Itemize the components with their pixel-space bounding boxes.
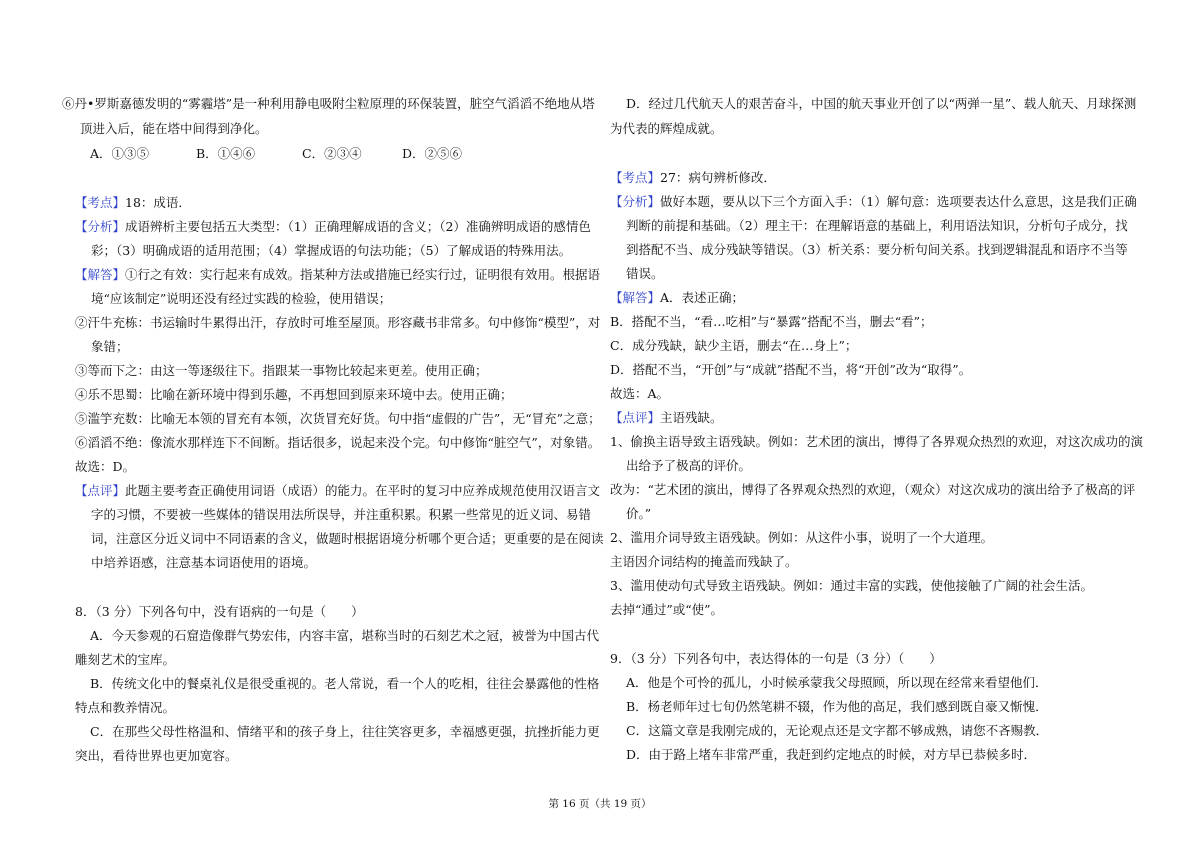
fenxi-line1: [610, 194, 1137, 210]
kaodian-tag: 【考点】: [610, 170, 661, 185]
q8-option-a-line2: 雕刻艺术的宝库。: [75, 652, 176, 667]
dianping-line1: [610, 410, 723, 426]
fenxi-tag: 【分析】: [75, 219, 126, 234]
jieda-line8: ⑥滔滔不绝：像流水那样连下不间断。指话很多，说起来没个完。句中修饰“脏空气”，对象错。: [75, 435, 601, 450]
dianping-text: 主语残缺。: [660, 410, 723, 425]
kaodian-text: 27：病句辨析修改．: [660, 170, 776, 185]
dianping-line4: 中培养语感，注意基本词语使用的语境。: [91, 555, 317, 570]
dianping-line9: 去掉“通过”或“使”。: [610, 602, 724, 617]
jieda-line2: B．搭配不当，“看…吃相”与“暴露”搭配不当，删去“看”；: [610, 314, 933, 329]
q8-option-b-line1: B．传统文化中的餐桌礼仪是很受重视的。老人常说，看一个人的吃相，往往会暴露他的性格: [90, 676, 600, 691]
q8-option-b-line2: 特点和教养情况。: [75, 700, 176, 715]
jieda-text: A．表述正确；: [660, 290, 745, 305]
jieda-line5: ③等而下之：由这一等逐级往下。指跟某一事物比较起来更差。使用正确；: [75, 363, 488, 378]
q8-option-d-line2: 为代表的辉煌成就。: [610, 121, 723, 136]
kaodian-27: [610, 170, 776, 186]
dianping-text: 此题主要考查正确使用词语（成语）的能力。在平时的复习中应养成规范使用汉语言文: [125, 483, 601, 498]
jieda-tag: 【解答】: [75, 267, 126, 282]
page-number-footer: 第 16 页（共 19 页）: [548, 798, 652, 810]
jieda-line7: ⑤滥竽充数：比喻无本领的冒充有本领，次货冒充好货。句中指“虚假的广告”，无“冒充”之意；: [75, 411, 601, 426]
dianping-tag: 【点评】: [75, 483, 126, 498]
jieda-line4: 象错；: [91, 339, 129, 354]
q9-stem: 9．（3 分）下列各句中，表达得体的一句是（3 分）（ ）: [610, 651, 942, 666]
dianping-line4: 改为：“艺术团的演出，博得了各界观众热烈的欢迎，（观众）对这次成功的演出给予了极高的评: [610, 482, 1136, 497]
fenxi-line4: 错误。: [626, 266, 664, 281]
kaodian-tag: 【考点】: [75, 195, 126, 210]
fenxi-tag: 【分析】: [610, 194, 661, 209]
option-a: A．①③⑤: [90, 146, 150, 161]
fenxi-line2: 判断的前提和基础。（2）理主干：在理解语意的基础上，利用语法知识，分析句子成分，找: [626, 218, 1128, 233]
item6-line1: ⑥丹•罗斯嘉德发明的“雾霾塔”是一种利用静电吸附尘粒原理的环保装置，脏空气滔滔不绝地从塔: [62, 96, 595, 111]
jieda-line2: 境“应该制定”说明还没有经过实践的检验，使用错误；: [91, 291, 392, 306]
fenxi-text: 做好本题，要从以下三个方面入手：（1）解句意：选项要表达什么意思，这是我们正确: [660, 194, 1137, 209]
jieda-text: ①行之有效：实行起来有成效。指某种方法或措施已经实行过，证明很有效用。根据语: [125, 267, 601, 282]
q9-option-c: C．这篇文章是我刚完成的，无论观点还是文字都不够成熟，请您不吝赐教．: [626, 723, 1049, 738]
dianping-line2: 1、偷换主语导致主语残缺。例如：艺术团的演出，博得了各界观众热烈的欢迎，对这次成功的演: [610, 434, 1143, 449]
dianping-line7: 主语因介词结构的掩盖而残缺了。: [610, 554, 798, 569]
dianping-line1: [75, 483, 600, 499]
dianping-line8: 3、滥用使动句式导致主语残缺。例如：通过丰富的实践，使他接触了广阔的社会生活。: [610, 578, 1093, 593]
item6-options: [90, 146, 462, 162]
kaodian-text: 18：成语．: [125, 195, 191, 210]
fenxi-text: 成语辨析主要包括五大类型：（1）正确理解成语的含义；（2）准确辨明成语的感情色: [125, 219, 591, 234]
jieda-line3: C．成分残缺，缺少主语，删去“在…身上”；: [610, 338, 858, 353]
jieda-line5: 故选：A。: [610, 386, 670, 401]
q8-option-c-line2: 突出，看待世界也更加宽容。: [75, 748, 238, 763]
jieda-line4: D．搭配不当，“开创”与“成就”搭配不当，将“开创”改为“取得”。: [610, 362, 972, 377]
dianping-line2: 字的习惯，不要被一些媒体的错误用法所误导，并注重积累。积累一些常见的近义词、易错: [91, 507, 592, 522]
fenxi-line1: [75, 219, 591, 235]
fenxi-line2: 彩；（3）明确成语的适用范围；（4）掌握成语的句法功能；（5）了解成语的特殊用法。: [91, 243, 572, 258]
dianping-tag: 【点评】: [610, 410, 661, 425]
jieda-line3: ②汗牛充栋：书运输时牛累得出汗，存放时可堆至屋顶。形容藏书非常多。句中修饰“模型”，对: [75, 315, 601, 330]
jieda-line6: ④乐不思蜀：比喻在新环境中得到乐趣，不再想回到原来环境中去。使用正确；: [75, 387, 513, 402]
dianping-line5: 价。”: [626, 506, 652, 521]
q9-option-d: D．由于路上堵车非常严重，我赶到约定地点的时候，对方早已恭候多时．: [626, 747, 1037, 762]
q8-option-d-line1: D．经过几代航天人的艰苦奋斗，中国的航天事业开创了以“两弹一星”、载人航天、月球探测: [626, 96, 1137, 111]
q8-option-c-line1: C．在那些父母性格温和、情绪平和的孩子身上，往往笑容更多，幸福感更强，抗挫折能力更: [90, 724, 600, 739]
dianping-line3: 词，注意区分近义词中不同语素的含义，做题时根据语境分析哪个更合适；更重要的是在阅读: [91, 531, 604, 546]
fenxi-line3: 到搭配不当、成分残缺等错误。（3）析关系：要分析句间关系。找到逻辑混乱和语序不当等: [626, 242, 1128, 257]
option-c: C．②③④: [302, 146, 362, 161]
option-d: D．②⑤⑥: [402, 146, 463, 161]
q9-option-b: B．杨老师年过七旬仍然笔耕不辍，作为他的高足，我们感到既自豪又惭愧．: [626, 699, 1048, 714]
dianping-line6: 2、滥用介词导致主语残缺。例如：从这件小事，说明了一个大道理。: [610, 530, 993, 545]
kaodian-18: [75, 195, 191, 211]
option-b: B．①④⑥: [196, 146, 256, 161]
q8-option-a-line1: A．今天参观的石窟造像群气势宏伟，内容丰富，堪称当时的石刻艺术之冠，被誉为中国古代: [90, 628, 600, 643]
jieda-tag: 【解答】: [610, 290, 661, 305]
jieda-line1: [75, 267, 600, 283]
item6-line2: 顶进入后，能在塔中间得到净化。: [80, 121, 268, 136]
jieda-line9: 故选：D。: [75, 459, 136, 474]
dianping-line3: 出给予了极高的评价。: [626, 458, 752, 473]
q9-option-a: A．他是个可怜的孤儿，小时候承蒙我父母照顾，所以现在经常来看望他们．: [626, 675, 1048, 690]
jieda-line1: [610, 290, 744, 306]
q8-stem: 8．（3 分）下列各句中，没有语病的一句是（ ）: [75, 604, 364, 619]
